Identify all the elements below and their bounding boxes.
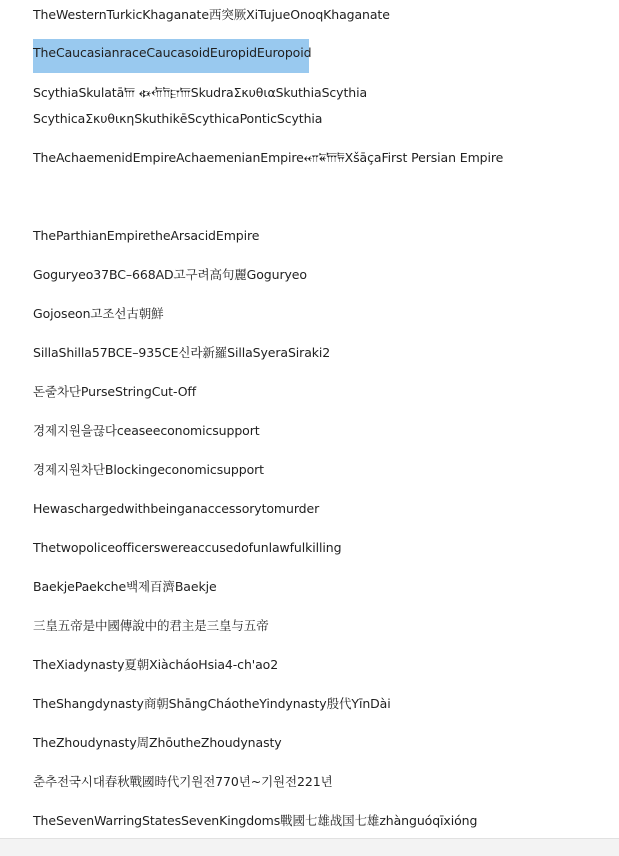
text-line: TheXiadynasty夏朝XiàcháoHsia4-ch'ao2: [33, 657, 279, 672]
text-line: BaekjePaekche백제百濟Baekje: [33, 579, 217, 594]
text-line: TheShangdynasty商朝ShāngCháotheYindynasty殷代YīnDài: [33, 696, 391, 711]
text-line: TheParthianEmpiretheArsacidEmpire: [33, 228, 260, 243]
selected-text-line[interactable]: TheCaucasianraceCaucasoidEuropidEuropoid: [33, 39, 309, 73]
text-line: 춘추전국시대春秋戰國時代기원전770년~기원전221년: [33, 774, 333, 789]
text-line: 돈줄차단PurseStringCut-Off: [33, 384, 197, 399]
text-line: Thetwopoliceofficerswereaccusedofunlawfulkilling: [33, 540, 342, 555]
text-line: ScythiaSkulatā𐎠 𐏃𐎢𐎭𐎼𐎠SkudraΣκυθιαSkuthiaScythia: [33, 85, 368, 100]
text-line: TheWesternTurkicKhaganate西突厥XiTujueOnoqKhaganate: [33, 7, 390, 22]
text-line: Goguryeo37BC–668AD고구려高句麗Goguryeo: [33, 267, 307, 282]
text-line: SillaShilla57BCE–935CE신라新羅SillaSyeraSiraki2: [33, 345, 331, 360]
text-line: Gojoseon고조선古朝鮮: [33, 306, 164, 321]
text-line: TheSevenWarringStatesSevenKingdoms戰國七雄战国七雄zhànguóqīxióng: [33, 813, 478, 828]
bottom-status-bar: [0, 838, 619, 856]
text-line: ScythicaΣκυθικηSkuthikēScythicaPonticScythia: [33, 111, 323, 126]
text-line: 三皇五帝是中國傳說中的君主是三皇与五帝: [33, 618, 269, 633]
text-line: TheAchaemenidEmpireAchaemenianEmpire𐎧𐏁𐎠𐏂XšāçaFirst Persian Empire: [33, 150, 504, 165]
text-line: Hewaschargedwithbeinganaccessorytomurder: [33, 501, 320, 516]
text-line: 경제지원차단Blockingeconomicsupport: [33, 462, 264, 477]
text-line: TheZhoudynasty周ZhōutheZhoudynasty: [33, 735, 282, 750]
text-line: 경제지원을끊다ceaseeconomicsupport: [33, 423, 260, 438]
